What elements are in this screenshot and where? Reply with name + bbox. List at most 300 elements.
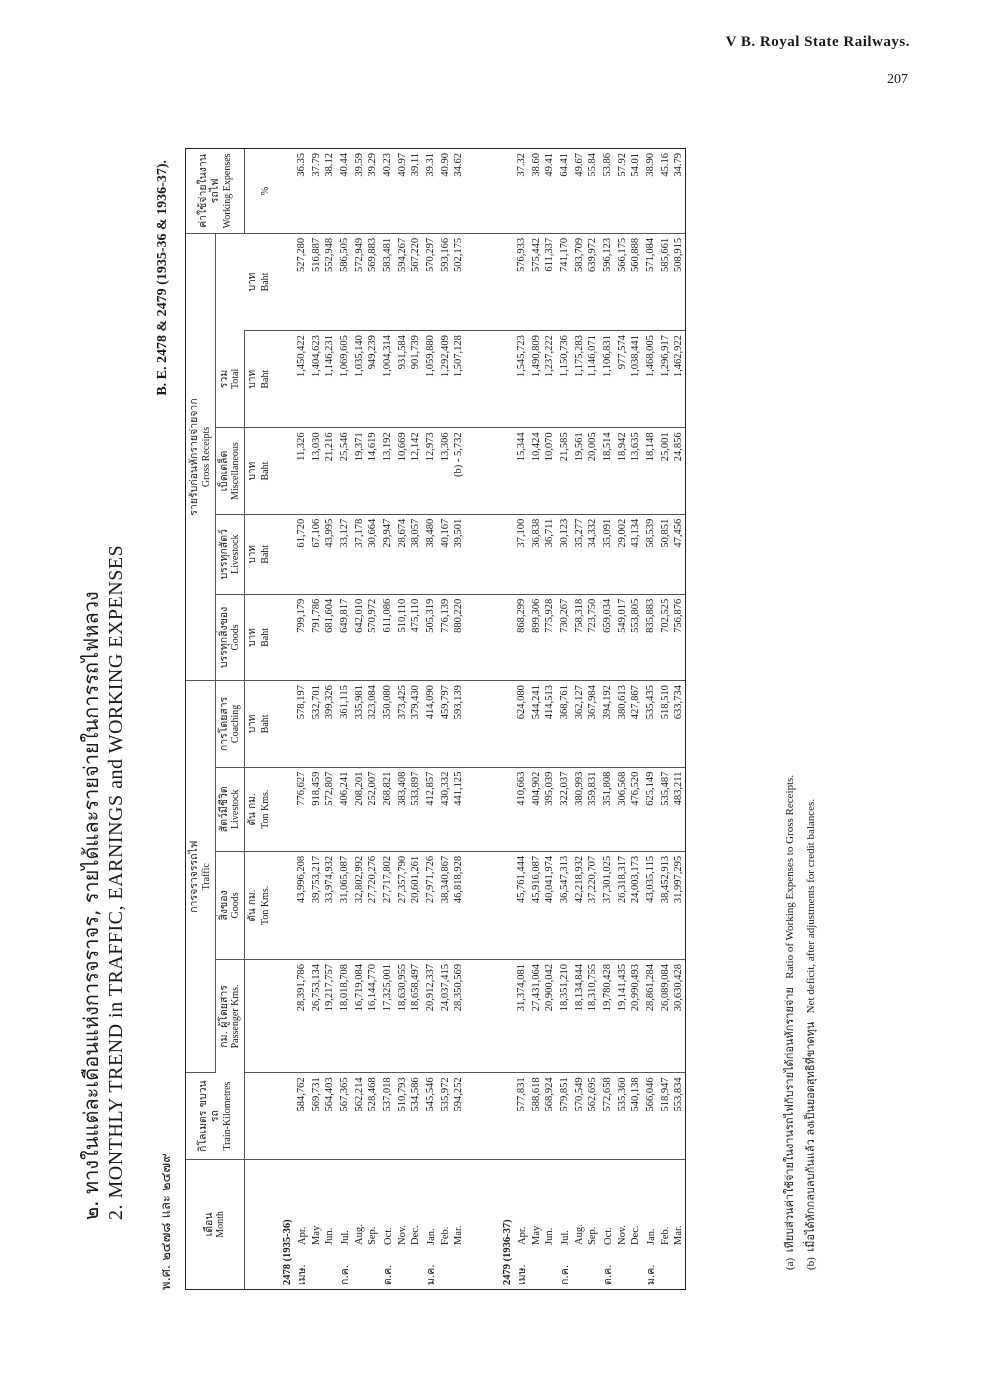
rotated-table-sheet: [75, 120, 875, 1290]
value-cell: 702,525: [659, 594, 672, 680]
month-cell: [530, 1159, 543, 1289]
value-cell: 476,520: [629, 767, 642, 851]
value-cell: 533,897: [409, 767, 422, 851]
table-row: [452, 149, 465, 1289]
month-cell: [439, 1159, 452, 1289]
value-cell: 40.97: [396, 149, 409, 233]
value-cell: 594,267: [396, 233, 409, 330]
month-label: Oct.: [383, 1227, 395, 1245]
value-cell: 586,505: [336, 233, 353, 330]
month-cell: [543, 1159, 556, 1289]
value-cell: 13,030: [310, 428, 323, 514]
value-cell: 18,351,210: [556, 959, 573, 1072]
value-cell: 18,942: [616, 428, 629, 514]
value-cell: 758,318: [573, 594, 586, 680]
table-row: [310, 149, 323, 1289]
value-cell: 36.35: [293, 149, 310, 233]
month-label: Feb.: [440, 1226, 452, 1245]
value-cell: 414,090: [422, 681, 439, 767]
value-cell: 569,883: [366, 233, 379, 330]
value-cell: 49.67: [573, 149, 586, 233]
value-cell: 475,110: [409, 594, 422, 680]
value-cell: 775,928: [543, 594, 556, 680]
value-cell: 39.59: [353, 149, 366, 233]
value-cell: 45,761,444: [513, 851, 530, 959]
footnote-a: (a) เทียบส่วนค่าใช้จ่ายในงานรถไฟกับรายได้ก่อนหักรายจ่าย Ratio of Working Expenses to Gross Receipts.: [783, 774, 796, 1270]
month-label: Mar.: [453, 1225, 465, 1245]
value-cell: 537,018: [379, 1073, 396, 1159]
value-cell: 361,115: [336, 681, 353, 767]
value-cell: 38.12: [323, 149, 336, 233]
month-cell: [452, 1159, 465, 1289]
value-cell: 50,851: [659, 514, 672, 594]
value-cell: 40,167: [439, 514, 452, 594]
month-label: May: [531, 1225, 543, 1245]
value-cell: 351,808: [599, 767, 616, 851]
table-row: [573, 149, 586, 1289]
value-cell: 39.31: [422, 149, 439, 233]
value-cell: 1,292,409: [439, 331, 452, 428]
value-cell: 12,142: [409, 428, 422, 514]
value-cell: 564,403: [323, 1073, 336, 1159]
value-cell: 510,110: [396, 594, 409, 680]
unit-baht: บาท Baht: [245, 514, 272, 594]
value-cell: 1,150,736: [556, 331, 573, 428]
table-row: [642, 149, 659, 1289]
value-cell: 54.01: [629, 149, 642, 233]
value-cell: 15,344: [513, 428, 530, 514]
value-cell: 28,391,786: [293, 959, 310, 1072]
value-cell: 583,709: [573, 233, 586, 330]
value-cell: 502,175: [452, 233, 465, 330]
value-cell: 28,861,284: [642, 959, 659, 1072]
header-receipts-group: รายรับก่อนหักรายจ่ายจาก Gross Receipts: [186, 233, 215, 680]
value-cell: 12,973: [422, 428, 439, 514]
value-cell: 61,720: [293, 514, 310, 594]
value-cell: 1,545,723: [513, 331, 530, 428]
value-cell: 1,146,231: [323, 331, 336, 428]
value-cell: 24,037,415: [439, 959, 452, 1072]
value-cell: 562,214: [353, 1073, 366, 1159]
value-cell: 64.41: [556, 149, 573, 233]
value-cell: 380,993: [573, 767, 586, 851]
value-cell: 20,990,493: [629, 959, 642, 1072]
value-cell: 553,834: [672, 1073, 685, 1159]
value-cell: 40,041,974: [543, 851, 556, 959]
value-cell: 588,618: [530, 1073, 543, 1159]
month-cell: [366, 1159, 379, 1289]
value-cell: 30,630,428: [672, 959, 685, 1072]
value-cell: 441,125: [452, 767, 465, 851]
value-cell: 45.16: [659, 149, 672, 233]
month-label: Aug.: [574, 1224, 586, 1245]
value-cell: 611,086: [379, 594, 396, 680]
month-cell: [323, 1159, 336, 1289]
value-cell: 518,947: [659, 1073, 672, 1159]
value-cell: 27,431,064: [530, 959, 543, 1072]
value-cell: 791,786: [310, 594, 323, 680]
value-cell: 535,360: [616, 1073, 629, 1159]
value-cell: 38.60: [530, 149, 543, 233]
value-cell: 566,175: [616, 233, 629, 330]
month-label: Dec.: [630, 1225, 642, 1245]
value-cell: 20,005: [586, 428, 599, 514]
value-cell: 40.90: [439, 149, 452, 233]
value-cell: 19,780,428: [599, 959, 616, 1072]
value-cell: 649,817: [336, 594, 353, 680]
value-cell: 34.79: [672, 149, 685, 233]
unit-baht: บาท Baht: [245, 594, 272, 680]
header-goods-receipts: บรรทุกสิ่งของ Goods: [215, 594, 245, 680]
value-cell: 29,947: [379, 514, 396, 594]
table-row: [556, 149, 573, 1289]
value-cell: 45,916,087: [530, 851, 543, 959]
table-row: [396, 149, 409, 1289]
value-cell: 568,924: [543, 1073, 556, 1159]
value-cell: 835,883: [642, 594, 659, 680]
value-cell: 528,468: [366, 1073, 379, 1159]
value-cell: 534,586: [409, 1073, 422, 1159]
value-cell: 584,762: [293, 1073, 310, 1159]
value-cell: 383,408: [396, 767, 409, 851]
value-cell: 21,216: [323, 428, 336, 514]
units-row: [245, 149, 272, 1289]
value-cell: 583,481: [379, 233, 396, 330]
value-cell: 46,818,928: [452, 851, 465, 959]
value-cell: 567,365: [336, 1073, 353, 1159]
value-cell: 1,035,140: [353, 331, 366, 428]
footnotes: [780, 775, 822, 1270]
table-row: [659, 149, 672, 1289]
value-cell: 410,663: [513, 767, 530, 851]
value-cell: 611,337: [543, 233, 556, 330]
value-cell: 20,601,261: [409, 851, 422, 959]
value-cell: 901,739: [409, 331, 422, 428]
table-row: [409, 149, 422, 1289]
header-passenger-km: กม. ผู้โดยสาร Passenger Kms.: [215, 959, 245, 1072]
value-cell: 19,371: [353, 428, 366, 514]
value-cell: 799,179: [293, 594, 310, 680]
value-cell: 47,456: [672, 514, 685, 594]
value-cell: 578,197: [293, 681, 310, 767]
value-cell: 594,252: [452, 1073, 465, 1159]
value-cell: 1,296,917: [659, 331, 672, 428]
value-cell: 32,802,992: [353, 851, 366, 959]
month-cell: [513, 1159, 530, 1289]
year-label: 2479 (1936-37): [502, 1219, 514, 1285]
value-cell: 57.92: [616, 149, 629, 233]
header-train-km: กิโลเมตร ขบวนรถ Train-Kilometres: [186, 1073, 245, 1159]
value-cell: 27,971,726: [422, 851, 439, 959]
value-cell: 34.62: [452, 149, 465, 233]
value-cell: 880,220: [452, 594, 465, 680]
value-cell: 18,134,844: [573, 959, 586, 1072]
value-cell: 19,217,757: [323, 959, 336, 1072]
table-row: [422, 149, 439, 1289]
table-row: [513, 149, 530, 1289]
running-head: V B. Royal State Railways.: [725, 34, 910, 50]
month-cell: [422, 1159, 439, 1289]
value-cell: 394,192: [599, 681, 616, 767]
value-cell: 208,201: [353, 767, 366, 851]
value-cell: 37.32: [513, 149, 530, 233]
value-cell: 10,424: [530, 428, 543, 514]
unit-baht: บาท Baht: [245, 681, 272, 767]
unit-baht: บาท Baht: [245, 233, 272, 330]
value-cell: 335,981: [353, 681, 366, 767]
value-cell: 37.79: [310, 149, 323, 233]
value-cell: 553,805: [629, 594, 642, 680]
value-cell: 414,513: [543, 681, 556, 767]
month-cell: [310, 1159, 323, 1289]
traffic-table: [186, 149, 685, 1289]
quarter-label: ต.ค.: [382, 1264, 395, 1285]
value-cell: 37,178: [353, 514, 366, 594]
value-cell: 31,065,087: [336, 851, 353, 959]
value-cell: 30,123: [556, 514, 573, 594]
value-cell: 19,561: [573, 428, 586, 514]
month-label: Aug.: [354, 1224, 366, 1245]
value-cell: 17,325,001: [379, 959, 396, 1072]
value-cell: 18,148: [642, 428, 659, 514]
value-cell: 26,753,134: [310, 959, 323, 1072]
value-cell: 404,902: [530, 767, 543, 851]
value-cell: 55.84: [586, 149, 599, 233]
value-cell: 42,218,932: [573, 851, 586, 959]
value-cell: 625,149: [642, 767, 659, 851]
unit-ton-km: ตัน กม. Ton Kms.: [245, 767, 272, 851]
value-cell: 1,146,071: [586, 331, 599, 428]
value-cell: 399,326: [323, 681, 336, 767]
value-cell: 29,002: [616, 514, 629, 594]
value-cell: 24,856: [672, 428, 685, 514]
value-cell: 38,480: [422, 514, 439, 594]
month-label: Dec.: [410, 1225, 422, 1245]
value-cell: 483,211: [672, 767, 685, 851]
value-cell: 38,057: [409, 514, 422, 594]
value-cell: 34,332: [586, 514, 599, 594]
value-cell: 323,084: [366, 681, 379, 767]
header-month: เดือน Month: [186, 1159, 245, 1289]
value-cell: 1,069,605: [336, 331, 353, 428]
value-cell: 37,301,025: [599, 851, 616, 959]
value-cell: 535,972: [439, 1073, 452, 1159]
value-cell: 552,948: [323, 233, 336, 330]
value-cell: 16,719,084: [353, 959, 366, 1072]
value-cell: 1,404,623: [310, 331, 323, 428]
quarter-label: ก.ค.: [339, 1264, 352, 1285]
value-cell: 1,462,922: [672, 331, 685, 428]
value-cell: 36,711: [543, 514, 556, 594]
value-cell: 16,144,770: [366, 959, 379, 1072]
value-cell: 40.23: [379, 149, 396, 233]
value-cell: 571,084: [642, 233, 659, 330]
value-cell: 13,192: [379, 428, 396, 514]
value-cell: 43,996,208: [293, 851, 310, 959]
header-livestock-receipts: บรรทุกสัตว์ Livestock: [215, 514, 245, 594]
value-cell: 1,059,880: [422, 331, 439, 428]
year-row: [271, 149, 293, 1289]
value-cell: 43,035,115: [642, 851, 659, 959]
month-label: May: [311, 1225, 323, 1245]
unit-ton-km: ตัน กม. Ton Kms.: [245, 851, 272, 959]
value-cell: 868,299: [513, 594, 530, 680]
header-coaching: การโดยสาร Coaching: [215, 681, 245, 767]
era-label-thai: พ.ศ. ๒๔๗๘ และ ๒๔๗๙: [159, 1153, 174, 1290]
value-cell: 20,900,042: [543, 959, 556, 1072]
table-title-thai: ๒. ทางในแต่ละเดือนแห่งการจราจร, รายได้และรายจ่ายในการรถไฟหลวง: [79, 591, 103, 1220]
value-cell: 1,004,314: [379, 331, 396, 428]
value-cell: 518,510: [659, 681, 672, 767]
value-cell: 31,997,295: [672, 851, 685, 959]
value-cell: 567,220: [409, 233, 422, 330]
value-cell: 37,220,707: [586, 851, 599, 959]
value-cell: 43,995: [323, 514, 336, 594]
value-cell: 38,340,867: [439, 851, 452, 959]
section-gap: [465, 149, 491, 1289]
value-cell: 380,613: [616, 681, 629, 767]
value-cell: 535,435: [642, 681, 659, 767]
value-cell: 532,701: [310, 681, 323, 767]
table-title-english: 2. MONTHLY TREND in TRAFFIC, EARNINGS and WORKING EXPENSES: [105, 544, 127, 1220]
value-cell: 572,807: [323, 767, 336, 851]
traffic-table-frame: [185, 148, 686, 1290]
table-row: [599, 149, 616, 1289]
month-cell: [642, 1159, 659, 1289]
table-row: [293, 149, 310, 1289]
value-cell: 412,857: [422, 767, 439, 851]
value-cell: 776,627: [293, 767, 310, 851]
value-cell: 659,034: [599, 594, 616, 680]
value-cell: 585,661: [659, 233, 672, 330]
value-cell: 21,585: [556, 428, 573, 514]
value-cell: 10,070: [543, 428, 556, 514]
value-cell: 579,851: [556, 1073, 573, 1159]
value-cell: 931,584: [396, 331, 409, 428]
value-cell: 1,106,831: [599, 331, 616, 428]
table-body: [245, 149, 686, 1289]
value-cell: 560,888: [629, 233, 642, 330]
month-cell: [659, 1159, 672, 1289]
value-cell: 395,039: [543, 767, 556, 851]
value-cell: 505,319: [422, 594, 439, 680]
month-cell: [293, 1159, 310, 1289]
unit-baht: บาท Baht: [245, 331, 272, 428]
table-row: [672, 149, 685, 1289]
value-cell: 18,658,497: [409, 959, 422, 1072]
quarter-label: ม.ค.: [645, 1264, 658, 1285]
month-label: Jan.: [426, 1228, 438, 1245]
month-label: Mar.: [673, 1225, 685, 1245]
value-cell: 350,080: [379, 681, 396, 767]
value-cell: 723,750: [586, 594, 599, 680]
page-number: 207: [887, 72, 908, 87]
value-cell: 38,452,913: [659, 851, 672, 959]
year-row: [491, 149, 513, 1289]
month-label: Jun.: [544, 1227, 556, 1245]
value-cell: 576,933: [513, 233, 530, 330]
value-cell: 26,089,084: [659, 959, 672, 1072]
header-misc: เบ็ดเตล็ด Miscellaneous: [215, 428, 245, 514]
table-row: [616, 149, 629, 1289]
value-cell: 35,277: [573, 514, 586, 594]
value-cell: 624,080: [513, 681, 530, 767]
value-cell: 20,912,337: [422, 959, 439, 1072]
value-cell: 37,100: [513, 514, 530, 594]
value-cell: 25,546: [336, 428, 353, 514]
month-label: Apr.: [297, 1226, 309, 1245]
month-label: Nov.: [617, 1224, 629, 1245]
header-total: รวม Total: [215, 331, 245, 428]
value-cell: 25,001: [659, 428, 672, 514]
month-label: Jul.: [560, 1230, 572, 1245]
value-cell: 544,241: [530, 681, 543, 767]
value-cell: 570,549: [573, 1073, 586, 1159]
value-cell: 949,239: [366, 331, 379, 428]
value-cell: 33,127: [336, 514, 353, 594]
value-cell: 1,450,422: [293, 331, 310, 428]
value-cell: 535,487: [659, 767, 672, 851]
unit-baht: บาท Baht: [245, 428, 272, 514]
header-traffic-group: การจราจรรถไฟ Traffic: [186, 681, 215, 1073]
value-cell: 540,138: [629, 1073, 642, 1159]
value-cell: 1,175,283: [573, 331, 586, 428]
value-cell: 572,658: [599, 1073, 616, 1159]
value-cell: 730,267: [556, 594, 573, 680]
value-cell: 508,915: [672, 233, 685, 330]
header-livestock-km: สัตว์มีชีวิต Livestock: [215, 767, 245, 851]
footnote-b: (b) เมื่อได้หักกลบลบกันแล้ว ลงเป็นยอดสุทธิที่ขาดทุน Net deficit, after adjustments for credit balances.: [803, 798, 817, 1270]
value-cell: 43,134: [629, 514, 642, 594]
table-row: [366, 149, 379, 1289]
month-label: Jan.: [646, 1228, 658, 1245]
value-cell: 13,306: [439, 428, 452, 514]
value-cell: 58,539: [642, 514, 659, 594]
value-cell: 756,876: [672, 594, 685, 680]
value-cell: 306,568: [616, 767, 629, 851]
quarter-label: เมษ.: [516, 1264, 529, 1285]
month-cell: [599, 1159, 616, 1289]
month-cell: [616, 1159, 629, 1289]
value-cell: 19,141,435: [616, 959, 629, 1072]
value-cell: 572,949: [353, 233, 366, 330]
value-cell: 11,326: [293, 428, 310, 514]
quarter-label: ม.ค.: [425, 1264, 438, 1285]
value-cell: 39,753,217: [310, 851, 323, 959]
value-cell: 899,306: [530, 594, 543, 680]
value-cell: 639,972: [586, 233, 599, 330]
quarter-label: ต.ค.: [602, 1264, 615, 1285]
value-cell: 918,459: [310, 767, 323, 851]
month-label: Sep.: [587, 1226, 599, 1245]
value-cell: 427,867: [629, 681, 642, 767]
value-cell: 40.44: [336, 149, 353, 233]
table-row: [353, 149, 366, 1289]
value-cell: 18,018,708: [336, 959, 353, 1072]
value-cell: 28,674: [396, 514, 409, 594]
quarter-label: ก.ค.: [559, 1264, 572, 1285]
value-cell: 13,635: [629, 428, 642, 514]
table-row: [586, 149, 599, 1289]
value-cell: 593,166: [439, 233, 452, 330]
value-cell: 379,430: [409, 681, 422, 767]
year-label: 2478 (1935-36): [282, 1219, 294, 1285]
value-cell: 577,831: [513, 1073, 530, 1159]
table-row: [530, 149, 543, 1289]
value-cell: 368,761: [556, 681, 573, 767]
header-goods-km: สิ่งของ Goods: [215, 851, 245, 959]
month-cell: [556, 1159, 573, 1289]
